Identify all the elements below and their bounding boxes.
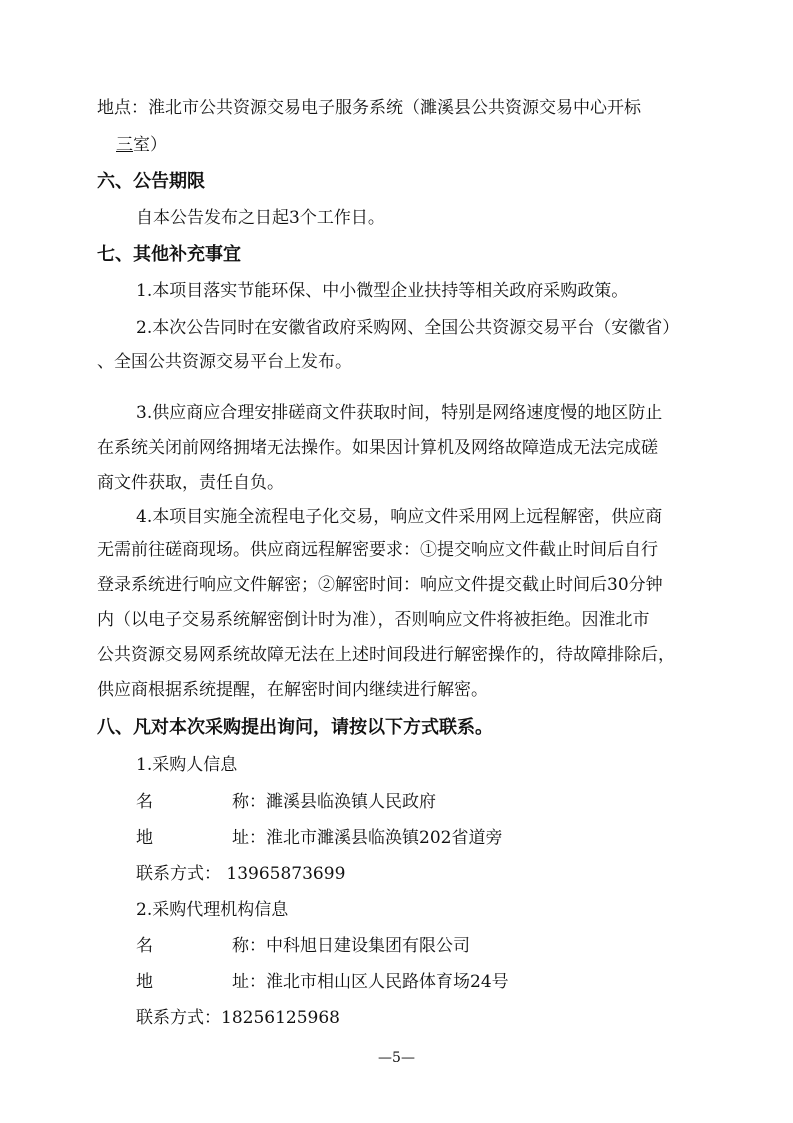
paragraph-4-line-1: 4.本项目实施全流程电子化交易，响应文件采用网上远程解密，供应商: [136, 507, 663, 527]
section-7-title: 七、其他补充事宜: [97, 244, 241, 265]
location-room-number: 三: [116, 135, 133, 155]
paragraph-1: 1.本项目落实节能环保、中小微型企业扶持等相关政府采购政策。: [136, 281, 629, 301]
paragraph-3-line-2: 在系统关闭前网络拥堵无法操作。如果因计算机及网络故障造成无法完成磋: [97, 438, 658, 458]
buyer-name-label: 名: [136, 792, 153, 812]
paragraph-2-line-1: 2.本次公告同时在安徽省政府采购网、全国公共资源交易平台（安徽省）: [136, 318, 680, 338]
agent-address-label: 地: [136, 972, 153, 992]
paragraph-4-line-3: 登录系统进行响应文件解密；②解密时间：响应文件提交截止时间后30分钟: [97, 575, 663, 595]
paragraph-4-line-5: 公共资源交易网系统故障无法在上述时间段进行解密操作的，待故障排除后，: [97, 645, 675, 665]
section-6-title: 六、公告期限: [97, 171, 205, 192]
paragraph-2-line-2: 、全国公共资源交易平台上发布。: [97, 352, 352, 372]
agent-name-value: 称：中科旭日建设集团有限公司: [232, 936, 470, 956]
paragraph-3-line-1: 3.供应商应合理安排磋商文件获取时间，特别是网络速度慢的地区防止: [136, 403, 663, 423]
agent-info-title: 2.采购代理机构信息: [136, 900, 289, 920]
paragraph-4-line-2: 无需前往磋商现场。供应商远程解密要求：①提交响应文件截止时间后自行: [97, 540, 658, 560]
section-8-title: 八、凡对本次采购提出询问，请按以下方式联系。: [97, 717, 493, 738]
section-6-text: 自本公告发布之日起3个工作日。: [136, 208, 385, 228]
agent-address-value: 址：淮北市相山区人民路体育场24号: [232, 972, 509, 992]
buyer-name-value: 称：濉溪县临涣镇人民政府: [232, 792, 436, 812]
buyer-address-label: 地: [136, 828, 153, 848]
agent-name-label: 名: [136, 936, 153, 956]
buyer-address-value: 址：淮北市濉溪县临涣镇202省道旁: [232, 828, 503, 848]
agent-contact: 联系方式：18256125968: [136, 1008, 340, 1028]
location-room-suffix: 室）: [133, 135, 167, 155]
paragraph-4-line-4: 内（以电子交易系统解密倒计时为准），否则响应文件将被拒绝。因淮北市: [97, 610, 650, 630]
location-line-2: [116, 133, 167, 157]
buyer-info-title: 1.采购人信息: [136, 755, 238, 775]
paragraph-3-line-3: 商文件获取，责任自负。: [97, 473, 284, 493]
location-line-1: 地点：淮北市公共资源交易电子服务系统（濉溪县公共资源交易中心开标: [97, 98, 641, 118]
paragraph-4-line-6: 供应商根据系统提醒，在解密时间内继续进行解密。: [97, 680, 488, 700]
buyer-contact: 联系方式： 13965873699: [136, 864, 346, 884]
page-number: —5—: [378, 1050, 415, 1066]
